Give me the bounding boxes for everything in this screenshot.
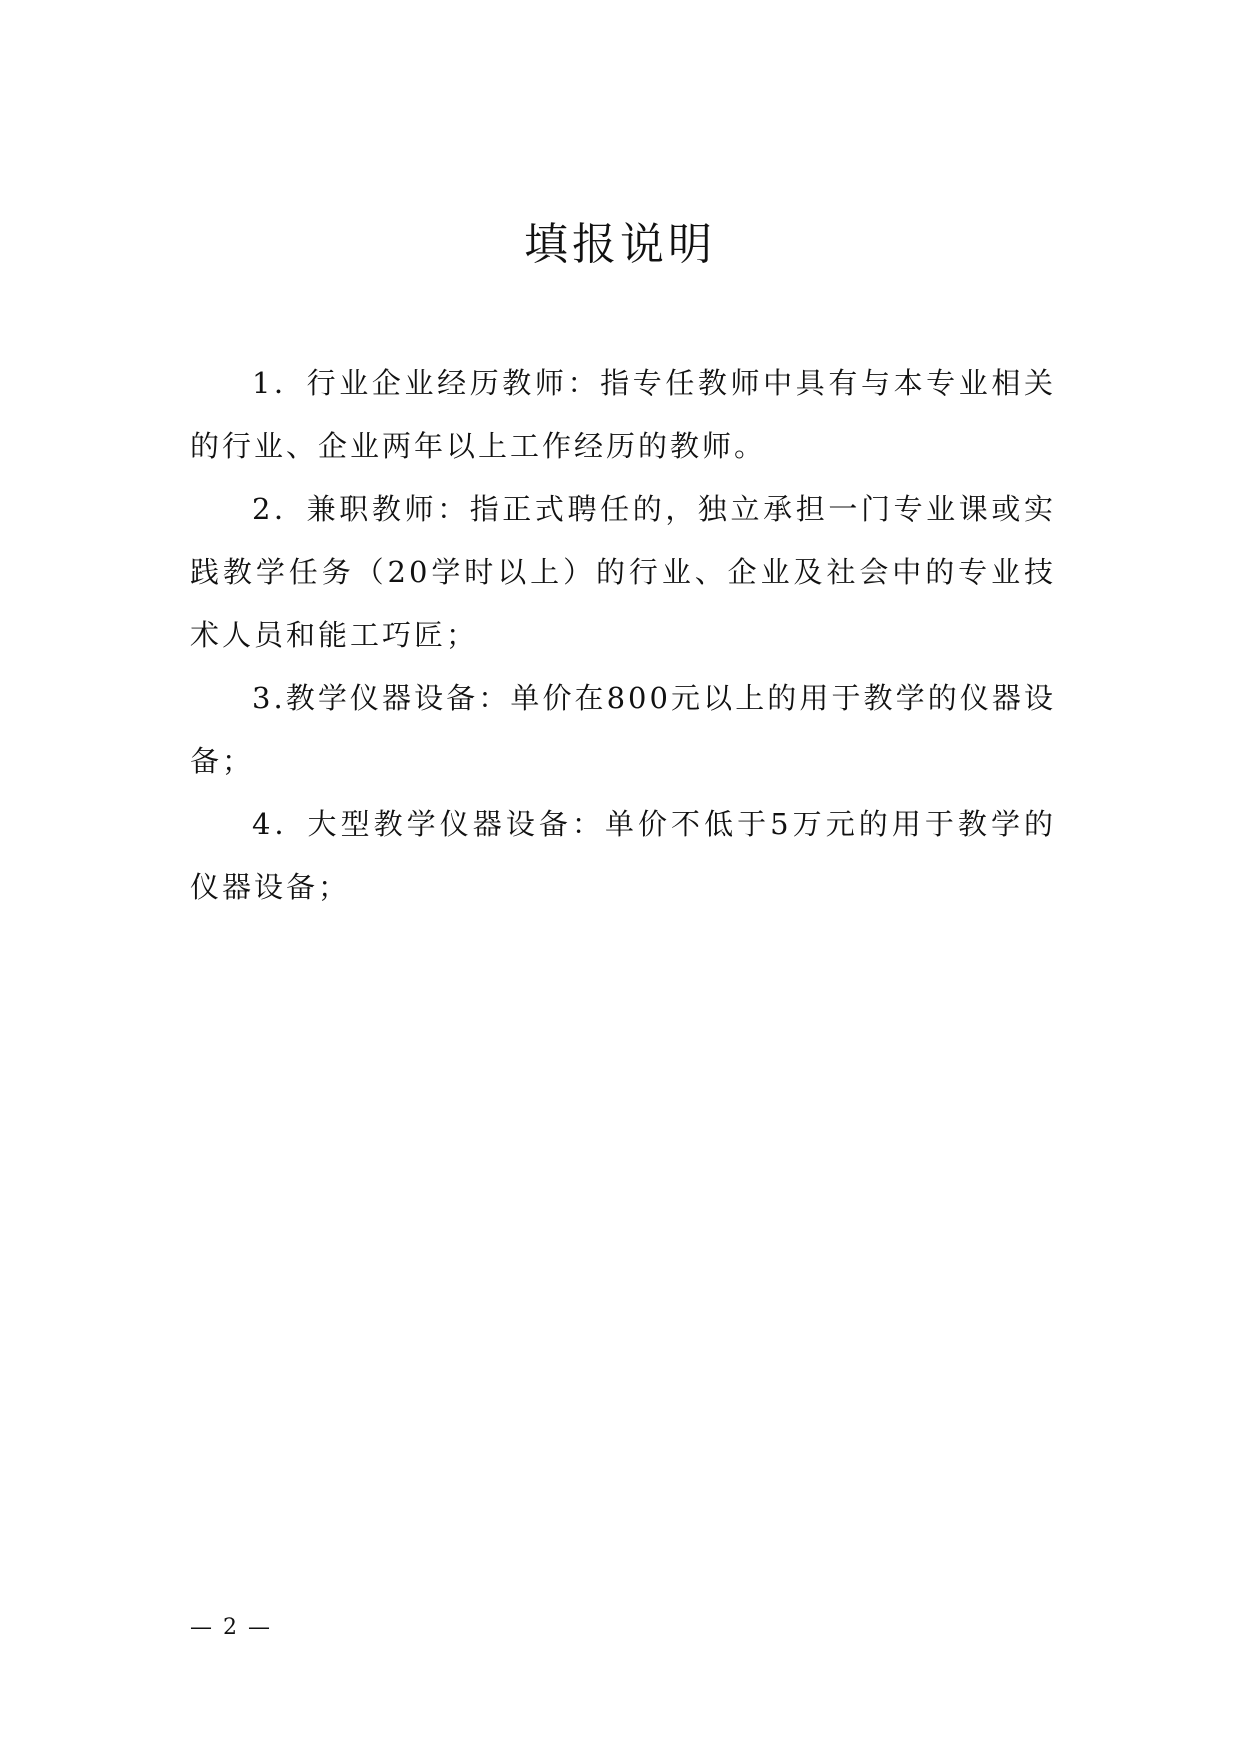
page-number: — 2 —: [190, 1615, 272, 1640]
page-title: 填报说明: [524, 219, 716, 270]
instructions-list: [190, 352, 1056, 919]
instruction-item-3: 3.教学仪器设备：单价在800元以上的用于教学的仪器设备；: [190, 681, 1056, 778]
instruction-item-2: 2．兼职教师：指正式聘任的，独立承担一门专业课或实践教学任务（20学时以上）的行业、企业及社会中的专业技术人员和能工巧匠；: [190, 492, 1056, 652]
instruction-item-1: 1．行业企业经历教师：指专任教师中具有与本专业相关的行业、企业两年以上工作经历的教师。: [190, 366, 1056, 463]
instruction-item-4: 4．大型教学仪器设备：单价不低于5万元的用于教学的仪器设备；: [190, 807, 1056, 904]
